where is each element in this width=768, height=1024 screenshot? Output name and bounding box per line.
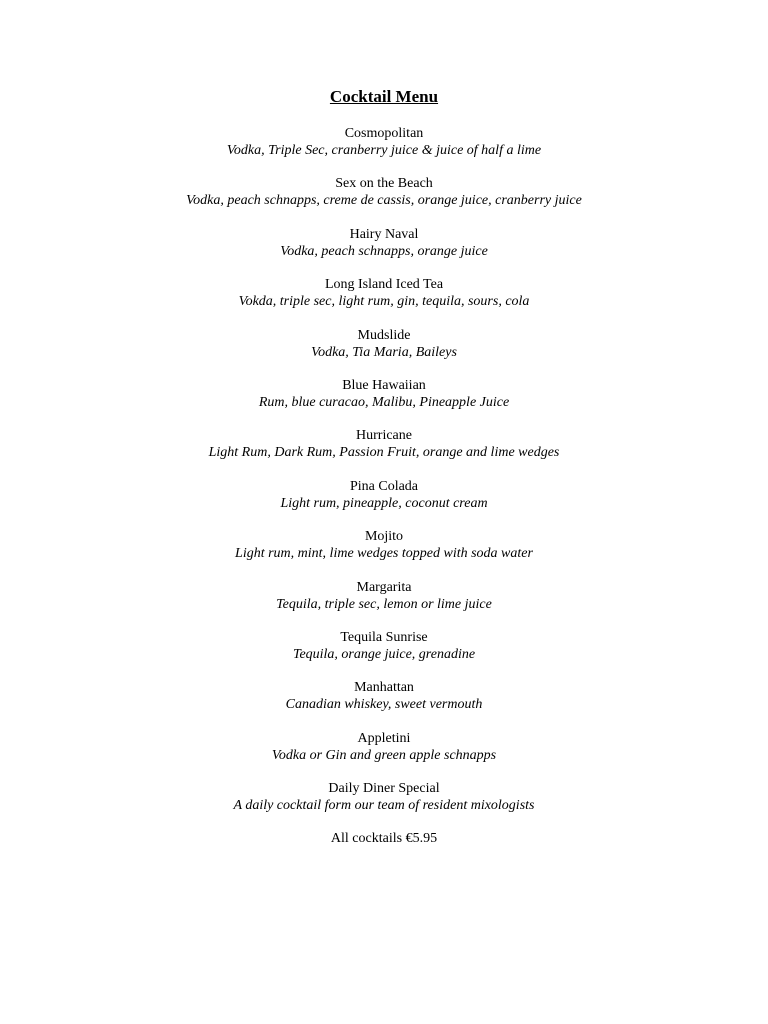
cocktail-name: Hurricane — [356, 428, 412, 444]
cocktail-name: Pina Colada — [349, 478, 419, 494]
cocktail-ingredients: Tequila, triple sec, lemon or lime juice — [276, 596, 492, 612]
cocktail-ingredients: Vokda, triple sec, light rum, gin, tequila, sours, cola — [238, 294, 530, 310]
cocktail-ingredients: Vodka, Triple Sec, cranberry juice & juice of half a lime — [226, 143, 542, 158]
cocktail-name: Mudslide — [357, 327, 411, 343]
menu-item — [0, 629, 768, 679]
cocktail-name: Manhattan — [354, 680, 414, 696]
menu-item — [0, 377, 768, 427]
cocktail-ingredients: Vodka, peach schnapps, orange juice — [280, 243, 488, 259]
page-title: Cocktail Menu — [329, 87, 439, 106]
cocktail-name: Hairy Naval — [349, 226, 419, 242]
menu-item — [0, 679, 768, 729]
cocktail-ingredients: Canadian whiskey, sweet vermouth — [285, 697, 483, 713]
menu-item — [0, 780, 768, 830]
menu-item — [0, 579, 768, 629]
cocktail-name: Appletini — [357, 730, 411, 746]
cocktail-name: Margarita — [356, 579, 412, 595]
cocktail-ingredients: Light Rum, Dark Rum, Passion Fruit, orange and lime wedges — [208, 445, 560, 461]
cocktail-list — [0, 125, 768, 830]
cocktail-name: Cosmopolitan — [344, 126, 424, 141]
cocktail-name: Mojito — [364, 529, 404, 545]
menu-item — [0, 427, 768, 477]
cocktail-name: Long Island Iced Tea — [324, 277, 444, 293]
cocktail-ingredients: A daily cocktail form our team of resident mixologists — [233, 798, 535, 814]
menu-item — [0, 125, 768, 175]
menu-item — [0, 528, 768, 578]
cocktail-ingredients: Light rum, mint, lime wedges topped with soda water — [235, 546, 533, 562]
menu-item — [0, 327, 768, 377]
price-note: All cocktails €5.95 — [330, 831, 438, 846]
menu-item — [0, 226, 768, 276]
cocktail-name: Tequila Sunrise — [340, 629, 428, 645]
cocktail-ingredients: Vodka or Gin and green apple schnapps — [271, 747, 497, 763]
menu-item — [0, 478, 768, 528]
menu-item — [0, 175, 768, 225]
cocktail-ingredients: Tequila, orange juice, grenadine — [292, 646, 476, 662]
cocktail-name: Sex on the Beach — [335, 176, 433, 192]
cocktail-ingredients: Light rum, pineapple, coconut cream — [280, 495, 488, 511]
menu-item — [0, 276, 768, 326]
cocktail-name: Blue Hawaiian — [342, 377, 426, 393]
menu-item — [0, 730, 768, 780]
cocktail-ingredients: Rum, blue curacao, Malibu, Pineapple Juice — [258, 394, 510, 410]
cocktail-name: Daily Diner Special — [328, 781, 440, 797]
cocktail-ingredients: Vodka, peach schnapps, creme de cassis, orange juice, cranberry juice — [186, 193, 582, 209]
cocktail-ingredients: Vodka, Tia Maria, Baileys — [311, 344, 457, 360]
